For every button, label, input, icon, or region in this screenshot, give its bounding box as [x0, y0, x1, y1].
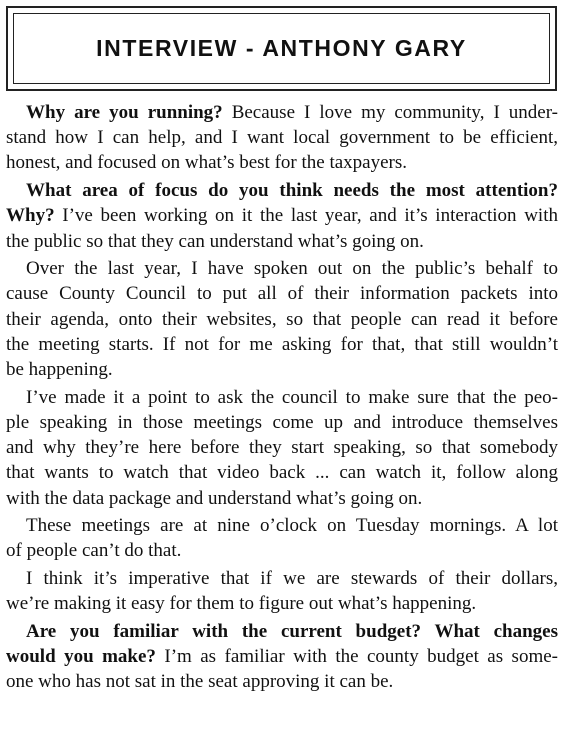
- text-line: stand how I can help, and I want local government to be efficient,: [6, 127, 558, 149]
- text-line: one who has not sat in the seat approving it can be.: [6, 671, 394, 693]
- text-line: and why they’re here before they start speaking, so that somebody: [6, 437, 558, 459]
- text-line: cause County Council to put all of their information packets into: [6, 283, 558, 305]
- interview-article: [6, 100, 558, 697]
- question-text: Why?: [6, 205, 55, 227]
- text-line: [6, 644, 558, 669]
- paragraph-budget: [6, 619, 558, 695]
- answer-text: Because I love my community, I under-: [222, 102, 559, 123]
- paragraph-introductions: [6, 385, 558, 511]
- question-text: Are you familiar with the current budget? What changes: [26, 621, 558, 643]
- question-text: What area of focus do you think needs the most attention?: [26, 180, 558, 202]
- text-line: These meetings are at nine o’clock on Tuesday mornings. A lot: [26, 515, 558, 537]
- text-line: [6, 100, 558, 125]
- text-line: I’ve made it a point to ask the council to make sure that the peo-: [26, 386, 558, 408]
- paragraph-meeting-times: [6, 513, 558, 563]
- paragraph-why-running: [6, 100, 558, 176]
- text-line: with the data package and understand what’s going on.: [6, 487, 423, 509]
- text-line: be happening.: [6, 359, 113, 381]
- text-line: Over the last year, I have spoken out on the public’s behalf to: [26, 258, 558, 280]
- answer-text: I’m as familiar with the county budget as some-: [155, 646, 558, 668]
- text-line: that wants to watch that video back ... can watch it, follow along: [6, 462, 558, 484]
- question-text: Why are you running?: [26, 102, 223, 123]
- text-line: we’re making it easy for them to figure out what’s happening.: [6, 593, 477, 615]
- page-title: INTERVIEW - ANTHONY GARY: [96, 35, 467, 61]
- title-box: [6, 6, 557, 91]
- answer-text: I’ve been working on it the last year, and it’s interaction with: [54, 205, 558, 227]
- paragraph-stewards: [6, 566, 558, 616]
- text-line: ple speaking in those meetings come up and introduce themselves: [6, 411, 558, 433]
- title-frame: [13, 13, 550, 84]
- question-text: would you make?: [6, 646, 156, 668]
- paragraph-information-packets: [6, 256, 558, 382]
- paragraph-area-of-focus: [6, 178, 558, 254]
- text-line: the public so that they can understand what’s going on.: [6, 230, 424, 252]
- text-line: of people can’t do that.: [6, 540, 182, 562]
- text-line: I think it’s imperative that if we are stewards of their dollars,: [26, 568, 558, 590]
- text-line: their agenda, onto their websites, so that people can read it before: [6, 308, 558, 330]
- text-line: honest, and focused on what’s best for the taxpayers.: [6, 152, 408, 174]
- text-line: [6, 203, 558, 228]
- text-line: the meeting starts. If not for me asking for that, that still wouldn’t: [6, 333, 558, 355]
